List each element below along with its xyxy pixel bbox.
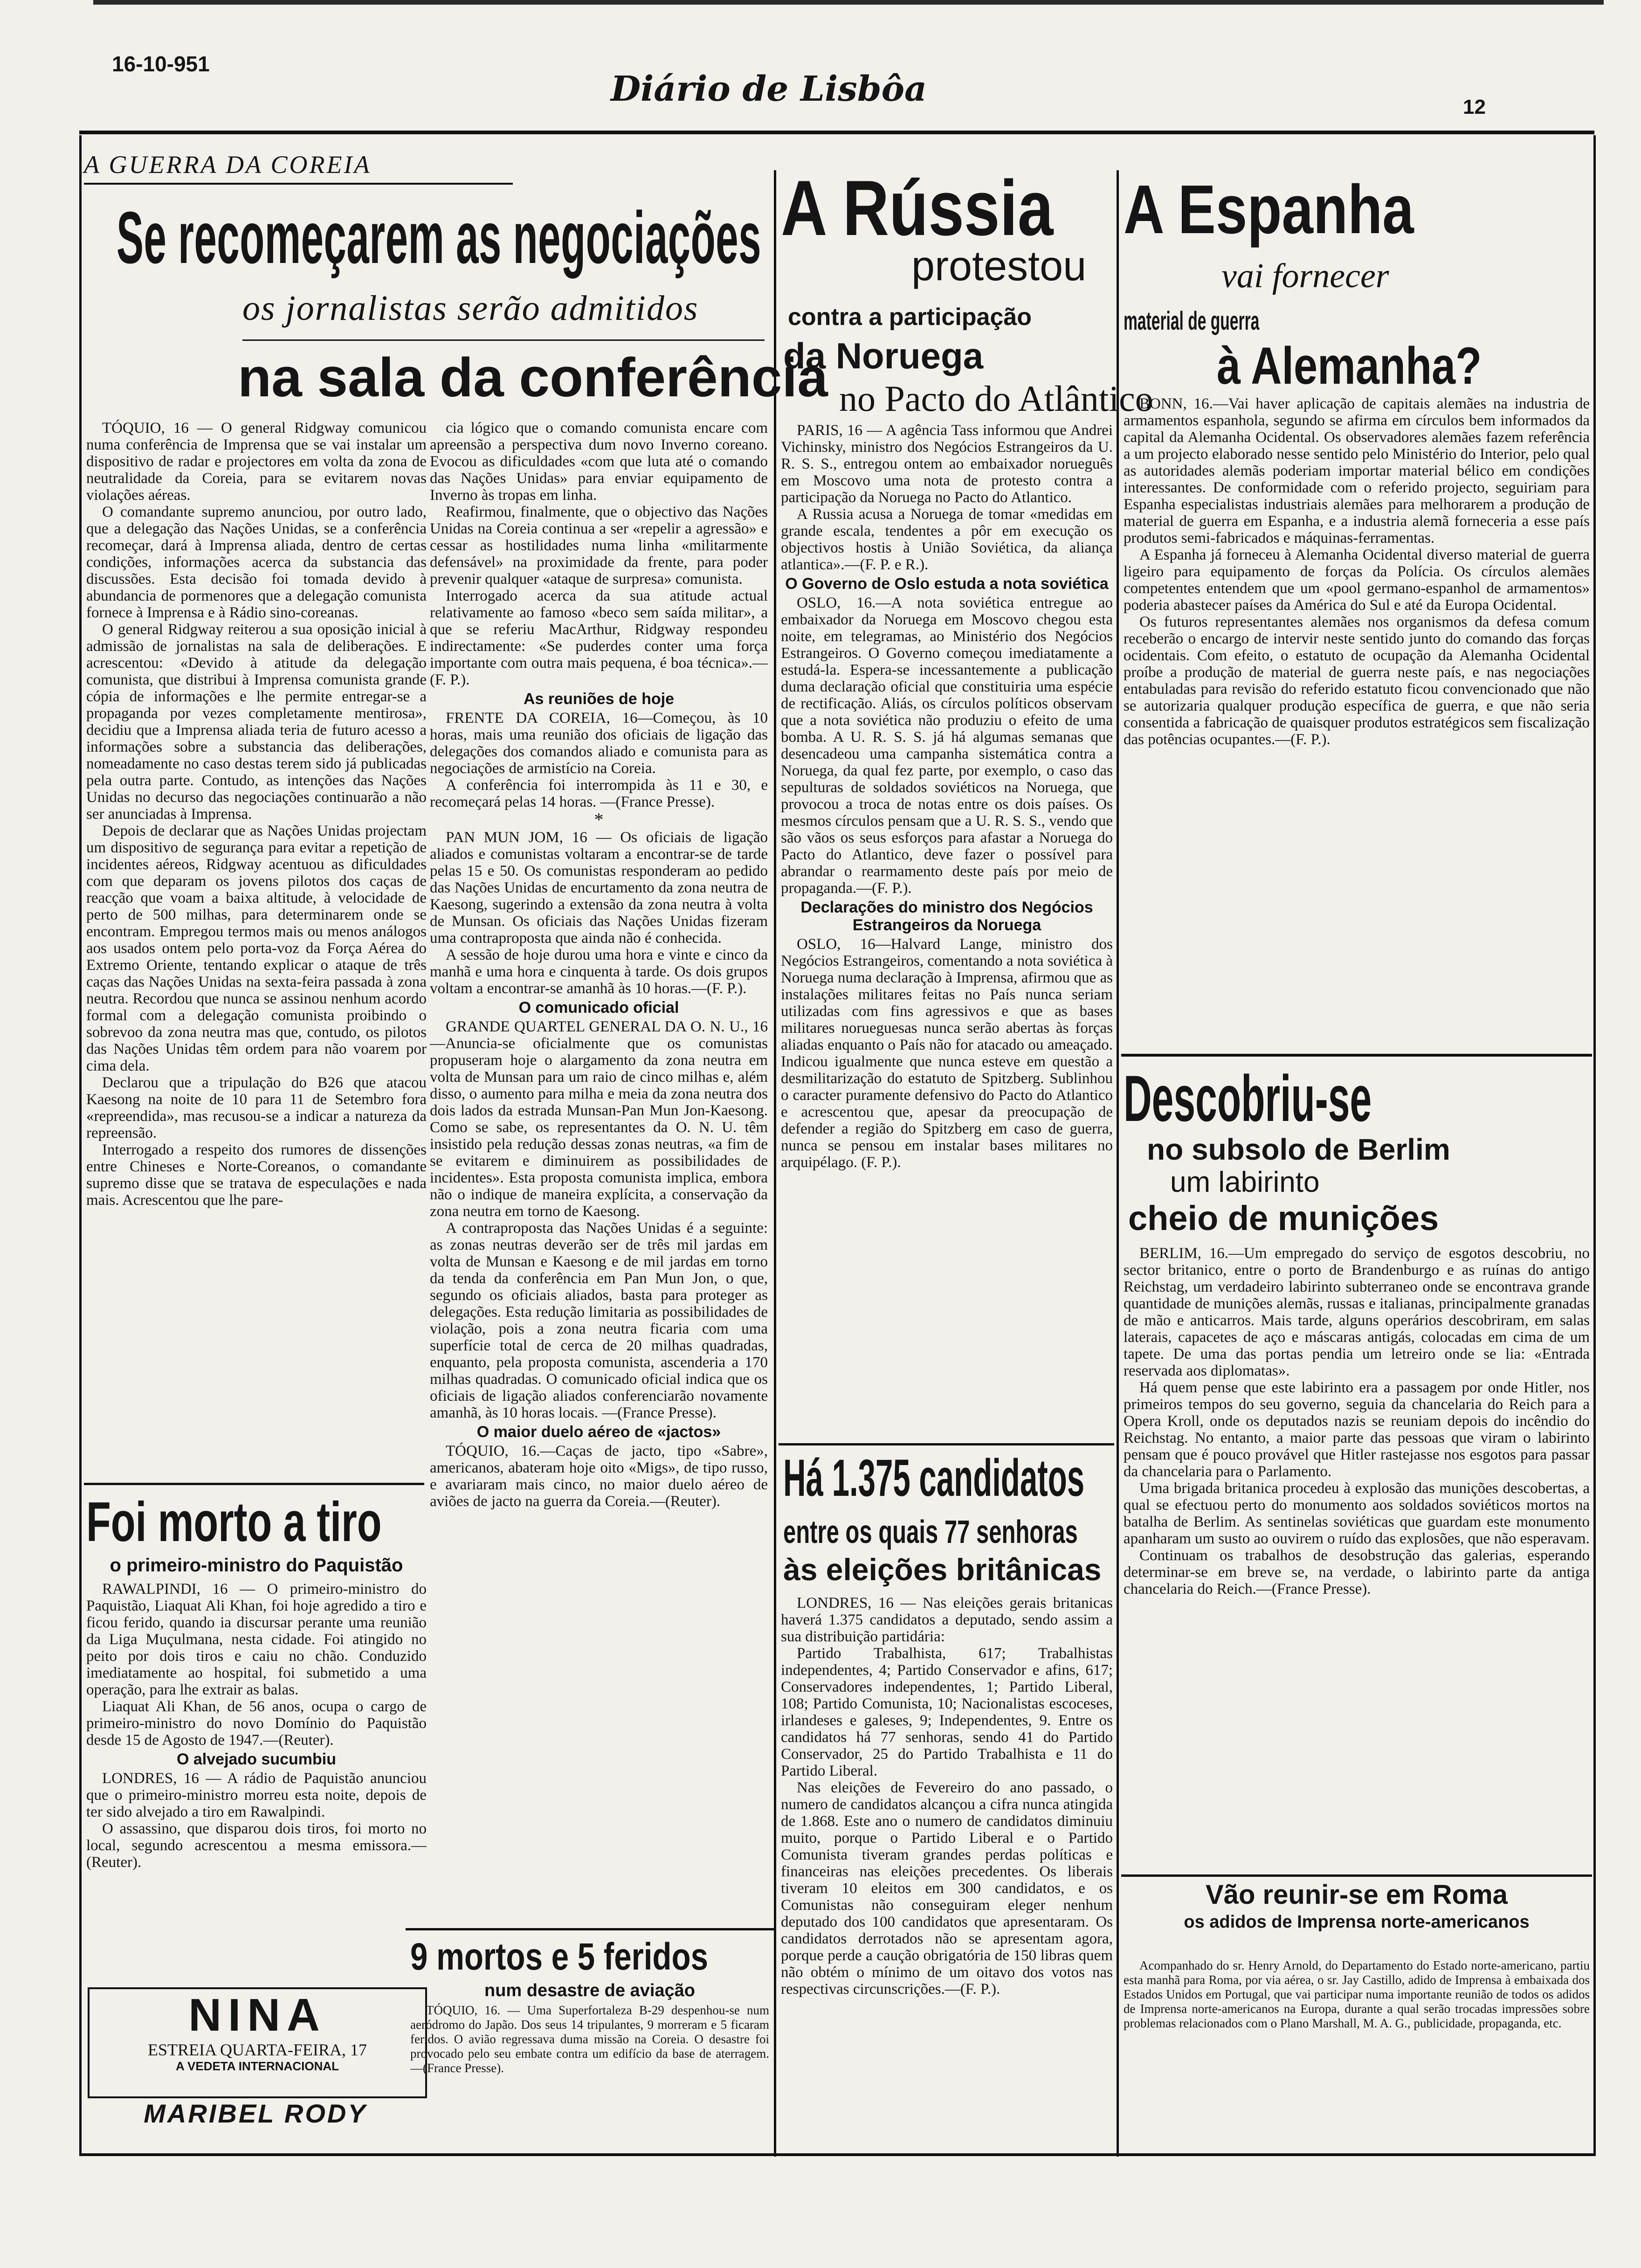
russia-headline: A Rússia	[781, 164, 1054, 252]
paragraph: Continuam os trabalhos de desobstrução das galerias, esperando determinar-se em breve se, na verdade, o labirinto parte da antiga chancelaria do Reich.—(France Presse).	[1124, 1547, 1590, 1597]
issue-date: 16-10-951	[112, 52, 210, 76]
paragraph: Partido Trabalhista, 617; Trabalhistas independentes, 4; Partido Conservador e afins, 617; Conservadores independentes, 1; Partido Liberal, 108; Partido Comunista, 10; Nacionalistas escoceses, irlandeses e galeses, 9; Independentes, 9. Entre os candidatos há 77 senhoras, sendo 41 do Partido Conservador, 25 do Partido Trabalhista e 11 do Partido Liberal.	[781, 1645, 1113, 1779]
paragraph: Reafirmou, finalmente, que o objectivo das Nações Unidas na Coreia continua a ser «repelir a agressão» e cessar as hostilidades numa linha «militarmente defensável» na proximidade da frente, para poder prevenir qualquer «ataque de surpresa» comunista.	[430, 504, 768, 588]
paragraph: PARIS, 16 — A agência Tass informou que Andrei Vichinsky, ministro dos Negócios Estrangeiros da U. R. S. S., entregou ontem ao embaixador norueguês em Moscovo uma nota de protesto contra a participação da Noruega no Pacto do Atlantico.	[781, 422, 1113, 506]
ad-line-1: ESTREIA QUARTA-FEIRA, 17	[148, 2040, 367, 2059]
berlin-deck-2: um labirinto	[1170, 1166, 1320, 1198]
paragraph: A sessão de hoje durou uma hora e vinte e cinco da manhã e uma hora e cinquenta à tarde. Os dois grupos voltam a encontrar-se amanhã às 10 horas.—(F. P.).	[430, 947, 768, 997]
korea-column-2	[430, 420, 768, 1958]
paragraph: TÓQUIO, 16 — O general Ridgway comunicou numa conferência de Imprensa que se vai instalar um dispositivo de radar e projectores em volta da zona de neutralidade da Coreia, para se evitarem novas violações aéreas.	[86, 420, 427, 504]
elections-body	[781, 1595, 1113, 2112]
spain-deck: vai fornecer	[1221, 257, 1389, 295]
ad-line-2: A VEDETA INTERNACIONAL	[175, 2059, 339, 2073]
korea-deck: os jornalistas serão admitidos	[242, 289, 699, 328]
paragraph: LONDRES, 16 — A rádio de Paquistão anunciou que o primeiro-ministro morreu esta noite, depois de ter sido alvejado a tiro em Rawalpindi.	[86, 1770, 427, 1820]
elections-top-rule	[779, 1443, 1114, 1445]
subhead-sucumbiu: O alvejado sucumbiu	[177, 1750, 336, 1768]
paragraph: Depois de declarar que as Nações Unidas projectam um dispositivo de segurança para evitar a repetição de incidentes aéreos, Ridgway acentuou as dificuldades com que deparam os jovens pilotos dos caças de reacção que voam a baixa altitude, à velocidade de perto de 500 milhas, para determinarem onde se encontram. Empregou termos mais ou menos análogos aos usados ontem pelo porta-voz da Força Aérea do Extremo Oriente, tentando explicar o ataque de três caças das Nações Unidas na sexta-feira passada à zona neutra. Recordou que nunca se assinou nenhum acordo formal com a delegação comunista proibindo o sobrevoo da zona neutra mas que, contudo, os pilotos das Nações Unidas têm ordem para não voarem por cima dela.	[86, 823, 427, 1074]
deck-rule	[242, 339, 765, 341]
paragraph: TÓQUIO, 16.—Caças de jacto, tipo «Sabre», americanos, abateram hoje oito «Migs», de tipo russo, e avariaram mais cinco, no maior duelo aéreo de aviões de jacto na guerra da Coreia.—(Reuter).	[430, 1443, 768, 1510]
header-rule	[79, 131, 1594, 134]
paragraph: A conferência foi interrompida às 11 e 30, e recomeçará pelas 14 horas. —(France Presse).	[430, 777, 768, 810]
berlin-body	[1124, 1245, 1590, 1865]
korea-headline: Se recomeçarem as negociações	[117, 197, 762, 279]
spain-headline: A Espanha	[1124, 171, 1414, 248]
subhead-declaracoes: Declarações do ministro dos Negócios Estrangeiros da Noruega	[800, 899, 1093, 934]
paragraph: O comandante supremo anunciou, por outro lado, que a delegação das Nações Unidas, se a conferência recomeçar, dará à Imprensa aliada, dentro de certas condições, informações acerca da substancia das discussões. Esta decisão foi tomada devido à abundancia de pormenores que a delegação comunista fornece à Imprensa e à Rádio sino-coreanas.	[86, 504, 427, 621]
ad-star-name: MARIBEL RODY	[144, 2099, 367, 2128]
paragraph: Nas eleições de Fevereiro do ano passado, o numero de candidatos alcançou a cifra nunca atingida de 1.868. Este ano o numero de candidatos diminuiu muito, porque o Partido Liberal e o Partido Comunista tiveram grandes perdas políticas e financeiras nas eleições precedentes. Os liberais tiveram 10 eleitos em 300 candidatos, e os Comunistas não conseguiram eleger nenhum deputado dos 100 candidatos que apresentaram. Os candidatos derrotados não se apresentam agora, porque perde a caução obrigatória de 150 libras quem não obtém o mínimo de um oitavo dos votos nas respectivas circunscrições.—(F. P.).	[781, 1779, 1113, 1998]
rome-deck: os adidos de Imprensa norte-americanos	[1184, 1912, 1530, 1932]
paragraph: TÓQUIO, 16. — Uma Superfortaleza B-29 despenhou-se num aeródromo do Japão. Dos seus 14 tripulantes, 9 morreram e 5 ficaram feridos. O avião regressava duma missão na Coreia. O desastre foi provocado pelo seu embate contra um edifício da base de aterragem. —(France Presse).	[410, 2003, 769, 2075]
russia-deck-2: da Noruega	[783, 335, 984, 376]
russia-deck: contra a participação	[788, 304, 1032, 331]
elections-headline: Há 1.375 candidatos	[783, 1449, 1085, 1507]
paragraph: GRANDE QUARTEL GENERAL DA O. N. U., 16—Anuncia-se oficialmente que os comunistas propuseram hoje o alargamento da zona neutra em volta de Munsan para um raio de cinco milhas e, além disso, o aumento para milha e meia da zona neutra dos dois lados da estrada Munsan-Pan Mun Jon-Kaesong. Como se sabe, os representantes da O. N. U. têm insistido pela redução dessas zonas neutras, «a fim de se evitarem e diminuirem as possibilidades de incidentes». Esta proposta comunista implica, embora não o indique de maneira explícita, a conservação da zona neutra em torno de Kaesong.	[430, 1018, 768, 1220]
elections-deck: entre os quais 77 senhoras	[783, 1514, 1078, 1550]
subhead-duelo: O maior duelo aéreo de «jactos»	[476, 1423, 721, 1441]
rome-body	[1124, 1958, 1590, 2150]
russia-headline-2: protestou	[911, 243, 1087, 290]
paragraph: BONN, 16.—Vai haver aplicação de capitais alemães na industria de armamentos espanhola, segundo se afirma em círculos bem informados da capital da Alemanha Ocidental. Os observadores alemães fazem referência a um projecto elaborado nesse sentido pelo Ministério do Interior, pelo qual as autoridades alemãs poderiam importar material bélico em condições interessantes. De conformidade com o referido projecto, seguiriam para Espanha especialistas industriais alemães para melhorarem a produção de material de guerra em Espanha, e a industria alemã forneceria a esse país produtos semi-fabricados e máquinas-ferramentas.	[1124, 395, 1590, 546]
divider-1	[774, 170, 776, 2157]
star-separator: *	[594, 809, 604, 830]
paragraph: A Espanha já forneceu à Alemanha Ocidental diverso material de guerra ligeiro para equipamento de forças da Polícia. Os círculos alemães competentes entendem que um «pool germano-espanhol de armamentos» poderia abastecer países da América do Sul e até da Europa Ocidental.	[1124, 546, 1590, 614]
pakistan-body	[86, 1581, 427, 1977]
bottom-rule	[79, 2153, 1596, 2156]
spain-body	[1124, 395, 1590, 1048]
elections-deck-2: às eleições britânicas	[783, 1552, 1102, 1587]
rome-headline: Vão reunir-se em Roma	[1206, 1880, 1508, 1910]
paragraph: Interrogado a respeito dos rumores de dissenções entre Chineses e Norte-Coreanos, o comandante supremo disse que se tratava de especulações e nada mais. Acrescentou que lhe pare-	[86, 1141, 427, 1209]
berlin-top-rule	[1121, 1054, 1592, 1057]
divider-2	[1117, 170, 1119, 2157]
paragraph: Declarou que a tripulação do B26 que atacou Kaesong na noite de 10 para 11 de Setembro fora «repreendida», mas recusou-se a indicar a natureza da repreensão.	[86, 1074, 427, 1141]
cinema-ad	[88, 1987, 427, 2098]
spain-deck-2: material de guerra	[1124, 306, 1260, 335]
spain-deck-3: à Alemanha?	[1217, 337, 1482, 395]
paragraph: BERLIM, 16.—Um empregado do serviço de esgotos descobriu, no sector britanico, entre o porto de Brandenburgo e as ruínas do antigo Reichstag, um verdadeiro labirinto subterraneo onde se encontrava grande quantidade de munições alemãs, russas e italianas, principalmente granadas de mão e anticarros. Mais tarde, alguns operários descobriram, em salas laterais, capacetes de aço e máscaras antigás, colocadas em cima de um tapete. De uma das portas pendia um letreiro onde se lia: «Entrada reservada aos diplomatas».	[1124, 1245, 1590, 1379]
crash-headline: 9 mortos e 5 feridos	[410, 1936, 708, 1978]
pakistan-top-rule	[84, 1483, 424, 1485]
ad-logo: NINA	[188, 1989, 326, 2040]
pakistan-deck: o primeiro-ministro do Paquistão	[110, 1555, 403, 1576]
top-rule	[93, 0, 1604, 5]
crash-deck: num desastre de aviação	[484, 1981, 695, 2000]
masthead: Diário de Lisbôa	[611, 69, 927, 109]
paragraph: A Russia acusa a Noruega de tomar «medidas em grande escala, tendentes a pôr em execução os objectivos hostis à União Soviética, da aliança atlantica».—(F. P. e R.).	[781, 506, 1113, 573]
paragraph: Uma brigada britanica procedeu à explosão das munições descobertas, a qual se efectuou perto do monumento aos soldados soviéticos mortos na batalha de Berlim. As sentinelas soviéticas que guardam este monumento apanharam um susto ao ouvirem o ruído das explosões, que não esperavam.	[1124, 1480, 1590, 1547]
paragraph: cia lógico que o comando comunista encare com apreensão a perspectiva dum novo Inverno coreano. Evocou as dificuldades «com que luta até o comando das Nações Unidas» para enviar equipamento de Inverno às tropas em linha.	[430, 420, 768, 504]
subhead-comunicado: O comunicado oficial	[518, 999, 679, 1016]
paragraph: Acompanhado do sr. Henry Arnold, do Departamento do Estado norte-americano, partiu esta manhã para Roma, por via aérea, o sr. Jay Castillo, adido de Imprensa à embaixada dos Estados Unidos em Portugal, que vai participar numa importante reunião de todos os adidos de Imprensa norte-americanos na Europa, durante a qual serão trocadas impressões sobre problemas relacionados com o Plano Marshall, M. A. G., publicidade, propaganda, etc.	[1124, 1958, 1590, 2030]
paragraph: OSLO, 16.—A nota soviética entregue ao embaixador da Noruega em Moscovo chegou esta noite, em telegramas, ao Ministério dos Negócios Estrangeiros. O Governo começou imediatamente a estudá-la. Espera-se incessantemente a publicação duma declaração oficial que constituiria uma espécie de rectificação. Aliás, os círculos políticos observam que a nota soviética não produziu o efeito de uma bomba. A U. R. S. S. já há algumas semanas que desencadeou uma campanha sistemática contra a Noruega, da qual fez parte, por exemplo, o caso das sepulturas de soldados soviéticos na Noruega, que provocou a troca de notas entre os dois países. Os mesmos círculos pensam que a U. R. S. S., vendo que são vãos os seus esforços para afastar a Noruega do Pacto do Atlantico, deve fazer o possível para abrandar o rearmamento deste país por meio de propaganda.—(F. P.).	[781, 595, 1113, 897]
rome-top-rule	[1121, 1874, 1592, 1877]
paragraph: O assassino, que disparou dois tiros, foi morto no local, segundo acrescentou a mesma emissora.—(Reuter).	[86, 1820, 427, 1871]
pakistan-headline: Foi morto a tiro	[86, 1491, 382, 1553]
paragraph: A contraproposta das Nações Unidas é a seguinte: as zonas neutras deverão ser de três mil jardas em volta de Munsan e Kaesong e de mil jardas em torno da tenda da conferência em Pan Mun Jon, o que, segundo os oficiais aliados, basta para proteger as delegações. Esta redução limitaria as possibilidades de violação, pois a zona neutra ficaria com uma superfície total de cerca de 20 milhas quadradas, enquanto, pela proposta comunista, ascenderia a 170 milhas quadradas. O comunicado oficial indica que os oficiais de ligação aliados conferenciarão novamente amanhã, às 10 horas locais. —(France Presse).	[430, 1220, 768, 1421]
paragraph: OSLO, 16—Halvard Lange, ministro dos Negócios Estrangeiros, comentando a nota soviética à Noruega numa declaração à Imprensa, afirmou que as instalações militares feitas no País nunca seriam utilizadas com fins agressivos e que as bases militares norueguesas nunca serão abertas às forças aliadas enquanto o País não for atacado ou ameaçado. Indicou igualmente que nunca esteve em questão a desmilitarização do estatuto de Spitzberg. Sublinhou o caracter puramente defensivo do Pacto do Atlantico e acrescentou que, apesar da preocupação de defender a região do Spitzberg em caso de guerra, nunca se pensou em instalar bases militares no arquipélago. (F. P.).	[781, 936, 1113, 1171]
korea-kicker: A GUERRA DA COREIA	[84, 151, 372, 179]
frame-left	[79, 135, 82, 2154]
paragraph: Os futuros representantes alemães nos organismos da defesa comum receberão o encargo de intervir neste sentido junto do comando das forças ocidentais. Com efeito, o estatuto de ocupação da Alemanha Ocidental proíbe a produção de material de guerra neste país, e nas negociações entabuladas para revisão do referido estatuto ficou convencionado que não se autorizaria qualquer produção específica de guerra, e que não seria consentida a fabricação de quaisquer produtos estratégicos sem fiscalização das potências ocupantes.—(F. P.).	[1124, 614, 1590, 748]
page-number: 12	[1463, 96, 1486, 118]
korea-headline-2: na sala da conferência	[238, 347, 828, 408]
paragraph: Interrogado acerca da sua atitude actual relativamente ao famoso «beco sem saída militar», a que se referiu MacArthur, Ridgway respondeu indirectamente: «Se puderdes conter uma força importante com outra mais pequena, é boa técnica».—(F. P.).	[430, 588, 768, 688]
paragraph: PAN MUN JOM, 16 — Os oficiais de ligação aliados e comunistas voltaram a encontrar-se de tarde pelas 15 e 50. Os comunistas responderam ao pedido das Nações Unidas de encurtamento da zona neutra de Kaesong, sugerindo a extensão da zona neutra à volta de Munsan. Os oficiais das Nações Unidas fizeram uma contraproposta que ainda não é conhecida.	[430, 829, 768, 947]
russia-body	[781, 422, 1113, 1448]
frame-right	[1593, 135, 1596, 2154]
berlin-deck: no subsolo de Berlim	[1147, 1133, 1450, 1166]
paragraph: LONDRES, 16 — Nas eleições gerais britanicas haverá 1.375 candidatos a deputado, sendo assim a sua distribuição partidária:	[781, 1595, 1113, 1645]
subhead-oslo-estuda: O Governo de Oslo estuda a nota soviética	[785, 575, 1109, 593]
paragraph: FRENTE DA COREIA, 16—Começou, às 10 horas, mais uma reunião dos oficiais de ligação das delegações dos comandos aliado e comunista para as negociações de armistício na Coreia.	[430, 710, 768, 777]
crash-body	[410, 2003, 769, 2148]
kicker-rule	[84, 183, 513, 185]
berlin-headline: Descobriu-se	[1124, 1062, 1372, 1135]
paragraph: Há quem pense que este labirinto era a passagem por onde Hitler, nos primeiros tempos do seu governo, seguia da chancelaria do Reich para a Opera Kroll, onde os deputados nazis se reuniam depois do incêndio do Reichstag. No entanto, a maior parte das pessoas que viram o labirinto pensam que é pouco provável que Hitler rastejasse nos esgotos para passar da chancelaria para o Parlamento.	[1124, 1379, 1590, 1480]
paragraph: Liaquat Ali Khan, de 56 anos, ocupa o cargo de primeiro-ministro do novo Domínio do Paquistão desde 15 de Agosto de 1947.—(Reuter).	[86, 1698, 427, 1749]
paragraph: O general Ridgway reiterou a sua oposição inicial à admissão de jornalistas na sala de deliberações. E acrescentou: «Devido à atitude da delegação comunista, que distribui à Imprensa comunista grande cópia de informações e lhe permite entregar-se a propaganda por vezes completamente mentirosa», decidiu que a Imprensa aliada teria de futuro acesso a informações sobre a substancia das deliberações, nomeadamente no caso destas terem sido já publicadas pela outra parte. Contudo, as intenções das Nações Unidas no decurso das negociações continuarão a não ser anunciadas à Imprensa.	[86, 621, 427, 823]
paragraph: RAWALPINDI, 16 — O primeiro-ministro do Paquistão, Liaquat Ali Khan, foi hoje agredido a tiro e ficou ferido, quando ia discursar perante uma reunião da Liga Muçulmana, nesta cidade. Foi atingido no peito por dois tiros e caiu no chão. Conduzido imediatamente ao hospital, foi submetido a uma operação, para lhe extrair as balas.	[86, 1581, 427, 1698]
crash-top-rule	[406, 1928, 774, 1930]
korea-column-1	[86, 420, 427, 1473]
subhead-reunioes: As reuniões de hoje	[523, 690, 675, 708]
russia-deck-3: no Pacto do Atlântico	[839, 378, 1153, 419]
berlin-deck-3: cheio de munições	[1128, 1199, 1439, 1238]
